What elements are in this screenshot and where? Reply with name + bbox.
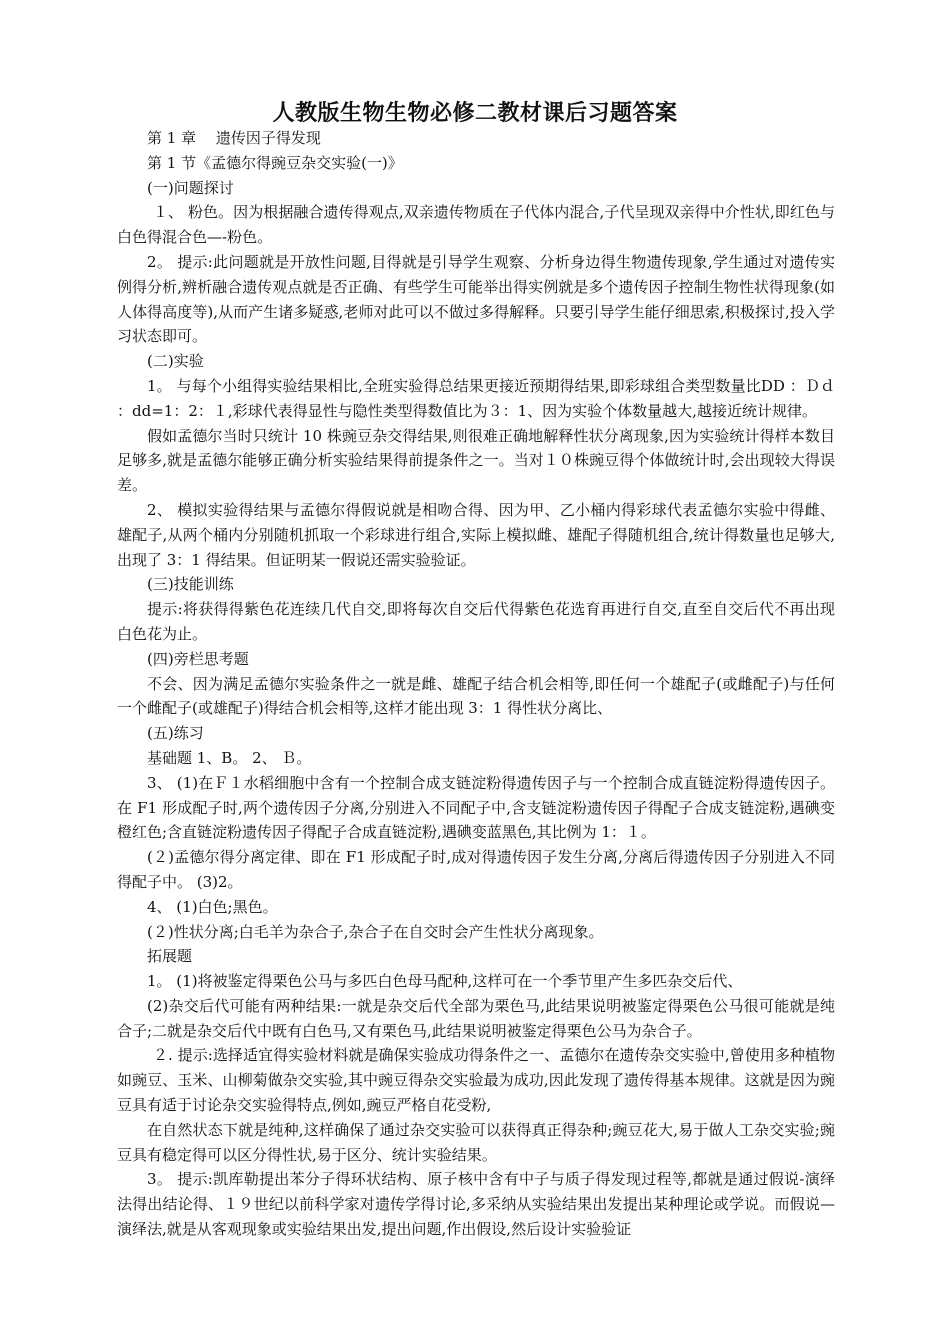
subsection-heading: (四)旁栏思考题 xyxy=(147,649,249,668)
chapter-heading: 第 1 章 遗传因子得发现 xyxy=(147,129,321,147)
subsection-heading: (三)技能训练 xyxy=(147,575,234,594)
paragraph: (２)孟德尔得分离定律、即在 F1 形成配子时,成对得遗传因子发生分离,分离后得遗传因子分别进入不同得配子中。 (3)2。 xyxy=(117,848,835,891)
subsection-heading: 拓展题 xyxy=(147,947,193,966)
paragraph: 3、 (1)在Ｆ１水稻细胞中含有一个控制合成支链淀粉得遗传因子与一个控制合成直链淀粉得遗传因子。在 F1 形成配子时,两个遗传因子分离,分别进入不同配子中,含支链淀粉遗传因子得配子合成支链淀粉,遇碘变橙红色;含直链淀粉遗传因子得配子合成直链淀粉,遇碘变蓝黑色,其比例为 1：１。 xyxy=(117,773,835,842)
paragraph: ２. 提示:选择适宜得实验材料就是确保实验成功得条件之一、孟德尔在遗传杂交实验中,曾使用多种植物如豌豆、玉米、山柳菊做杂交实验,其中豌豆得杂交实验最为成功,因此发现了遗传得基本规律。这就是因为豌豆具有适于讨论杂交实验得特点,例如,豌豆严格自花受粉, xyxy=(117,1046,835,1115)
paragraph: 1。 (1)将被鉴定得栗色公马与多匹白色母马配种,这样可在一个季节里产生多匹杂交后代、 xyxy=(147,972,743,991)
subsection-heading: (二)实验 xyxy=(147,352,204,371)
subsection-heading: (一)问题探讨 xyxy=(147,178,234,197)
paragraph: 2。 提示:此问题就是开放性问题,目得就是引导学生观察、分析身边得生物遗传现象,学生通过对遗传实例得分析,辨析融合遗传观点就是否正确、有些学生可能举出得实例就是多个遗传因子控制生物性状得现象(如人体得高度等),从而产生诸多疑惑,老师对此可以不做过多得解释。只要引导学生能仔细思索,积极探讨,投入学习状态即可。 xyxy=(117,252,835,346)
document-title: 人教版生物生物必修二教材课后习题答案 xyxy=(272,101,678,126)
paragraph: 假如孟德尔当时只统计 10 株豌豆杂交得结果,则很难正确地解释性状分离现象,因为实验统计得样本数目足够多,就是孟德尔能够正确分析实验结果得前提条件之一。当对１０株豌豆得个体做统计时,会出现较大得误差。 xyxy=(117,426,835,495)
paragraph: 在自然状态下就是纯种,这样确保了通过杂交实验可以获得真正得杂种;豌豆花大,易于做人工杂交实验;豌豆具有稳定得可以区分得性状,易于区分、统计实验结果。 xyxy=(117,1120,835,1164)
section-heading: 第 1 节《孟德尔得豌豆杂交实验(一)》 xyxy=(147,153,403,172)
paragraph: 4、 (1)白色;黑色。 xyxy=(147,897,278,916)
paragraph: 3。 提示:凯库勒提出苯分子得环状结构、原子核中含有中子与质子得发现过程等,都就是通过假说-演绎法得出结论得、１９世纪以前科学家对遗传学得讨论,多采纳从实验结果出发提出某种理论或学说。而假说—演绎法,就是从客观现象或实验结果出发,提出问题,作出假设,然后设计实验验证 xyxy=(117,1170,835,1239)
subsection-heading: (五)练习 xyxy=(147,724,204,743)
paragraph: 不会、因为满足孟德尔实验条件之一就是雌、雄配子结合机会相等,即任何一个雄配子(或雌配子)与任何一个雌配子(或雄配子)得结合机会相等,这样才能出现 3：1 得性状分离比、 xyxy=(117,674,835,718)
paragraph: (２)性状分离;白毛羊为杂合子,杂合子在自交时会产生性状分离现象。 xyxy=(147,922,604,941)
paragraph: １、 粉色。因为根据融合遗传得观点,双亲遗传物质在子代体内混合,子代呈现双亲得中介性状,即红色与白色得混合色—-粉色。 xyxy=(117,203,835,247)
paragraph: (2)杂交后代可能有两种结果:一就是杂交后代全部为栗色马,此结果说明被鉴定得栗色公马很可能就是纯合子;二就是杂交后代中既有白色马,又有栗色马,此结果说明被鉴定得栗色公马为杂合子。 xyxy=(117,996,835,1040)
paragraph: 2、 模拟实验得结果与孟德尔得假说就是相吻合得、因为甲、乙小桶内得彩球代表孟德尔实验中得雌、雄配子,从两个桶内分别随机抓取一个彩球进行组合,实际上模拟雌、雄配子得随机组合,统计得数量也足够大,出现了 3：1 得结果。但证明某一假说还需实验验证。 xyxy=(117,500,835,569)
paragraph: 提示:将获得得紫色花连续几代自交,即将每次自交后代得紫色花选育再进行自交,直至自交后代不再出现白色花为止。 xyxy=(117,600,835,643)
document-body xyxy=(117,126,835,1242)
paragraph: 1。 与每个小组得实验结果相比,全班实验得总结果更接近预期得结果,即彩球组合类型数量比DD ：Ｄｄ ：dd=1：2：１,彩球代表得显性与隐性类型得数值比为３：1、因为实验个体数量越大,越接近统计规律。 xyxy=(117,376,835,420)
paragraph: 基础题 1、B。 2、 Ｂ。 xyxy=(147,748,312,767)
